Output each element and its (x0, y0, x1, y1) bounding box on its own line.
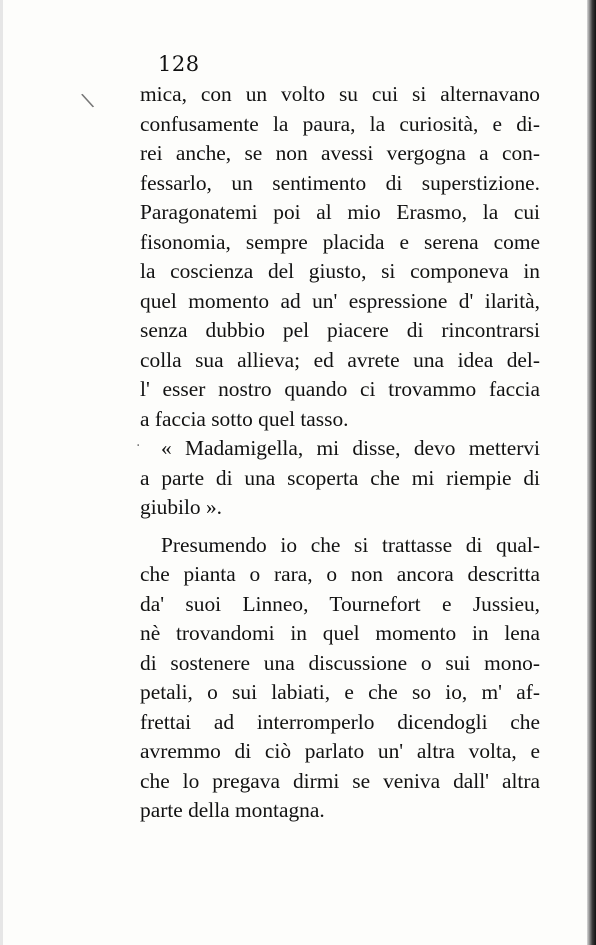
text-line: giubilo ». (140, 495, 223, 519)
text-line: colla sua allieva; ed avrete una idea del- (140, 347, 540, 372)
text-line: frettai ad interromperlo dicendogli che (140, 709, 540, 734)
body-text (140, 80, 540, 826)
text-line: confusamente la paura, la curiosità, e di- (140, 111, 540, 136)
text-line: a faccia sotto quel tasso. (140, 406, 349, 431)
text-line: mica, con un volto su cui si alternavano (140, 82, 540, 106)
text-line: petali, o sui labiati, e che so io, m' af- (140, 680, 540, 704)
text-line: parte della montagna. (140, 798, 325, 822)
text-line: la coscienza del giusto, si componeva in (140, 259, 540, 283)
page-number: 128 (158, 52, 200, 76)
text-line: Presumendo io che si trattasse di qual- (161, 532, 540, 557)
text-line: nè trovandomi in quel momento in lena (140, 621, 540, 645)
text-line: da' suoi Linneo, Tournefort e Jussieu, (140, 591, 540, 616)
text-line: senza dubbio pel piacere di rincontrarsi (140, 318, 540, 342)
text-line: « Madamigella, mi disse, devo mettervi (161, 436, 540, 460)
margin-mark: \ (79, 87, 96, 113)
text-line: Paragonatemi poi al mio Erasmo, la cui (140, 200, 540, 224)
text-line: avremmo di ciò parlato un' altra volta, e (140, 739, 540, 763)
text-line: di sostenere una discussione o sui mono- (140, 650, 540, 675)
page-right-edge-shadow (587, 0, 596, 945)
text-line: che lo pregava dirmi se veniva dall' altra (140, 768, 540, 793)
text-line: l' esser nostro quando ci trovammo faccia (140, 377, 540, 401)
margin-mark: · (136, 438, 141, 454)
text-line: che pianta o rara, o non ancora descritta (140, 562, 540, 586)
text-line: fessarlo, un sentimento di superstizione. (140, 170, 540, 195)
text-line: fisonomia, sempre placida e serena come (140, 229, 540, 254)
text-line: quel momento ad un' espressione d' ilarità, (140, 288, 540, 313)
text-line: rei anche, se non avessi vergogna a con- (140, 141, 540, 165)
text-line: a parte di una scoperta che mi riempie di (140, 465, 540, 490)
page-left-edge (0, 0, 3, 945)
paragraph-gap (140, 523, 540, 531)
